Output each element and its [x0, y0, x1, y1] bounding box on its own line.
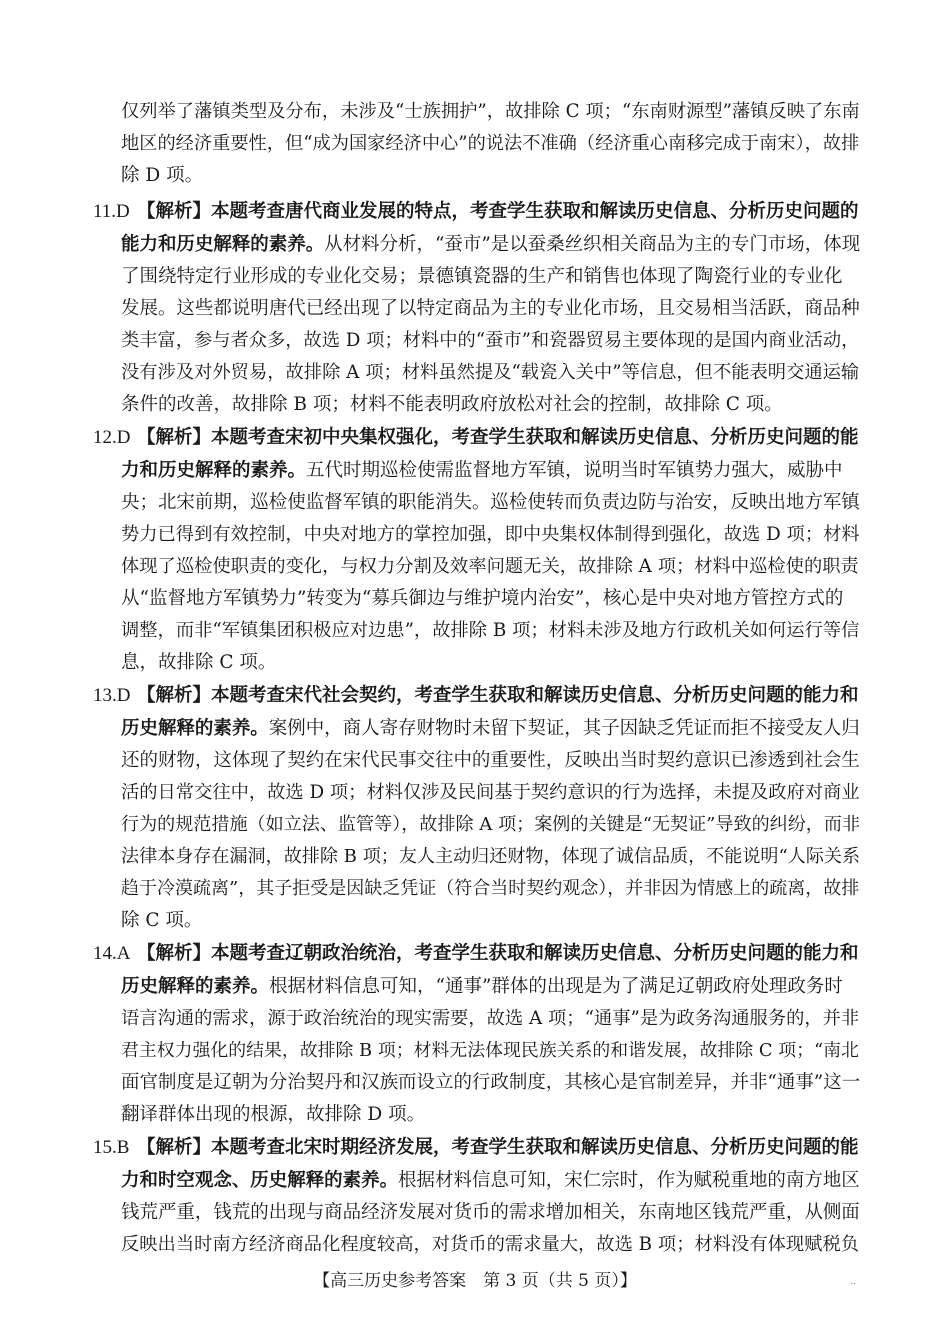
- answer-line: 条件的改善，故排除 B 项；材料不能表明政府放松对社会的控制，故排除 C 项。: [121, 394, 783, 415]
- analysis-summary: 本题考查北宋时期经济发展，考查学生获取和解读历史信息、分析历史问题的能: [211, 1137, 859, 1158]
- analysis-tag: 【解析】: [137, 943, 212, 964]
- analysis-tag: 【解析】: [137, 201, 212, 222]
- answer-line: 活的日常交往中，故选 D 项；材料仅涉及民间基于契约意识的行为选择，未提及政府对商业: [121, 782, 860, 803]
- answer-line: 力和历史解释的素养。五代时期巡检使需监督地方军镇，说明当时军镇势力强大，威胁中: [121, 460, 843, 481]
- answer-line: 语言沟通的需求，源于政治统治的现实需要，故选 A 项；“通事”是为政务沟通服务的，并非: [121, 1008, 860, 1029]
- answer-first-line: [93, 941, 859, 967]
- analysis-tag: 【解析】: [137, 1137, 212, 1158]
- intro-line: 地区的经济重要性，但“成为国家经济中心”的说法不准确（经济重心南移完成于南宋），故排: [121, 133, 860, 154]
- analysis-summary: 本题考查唐代商业发展的特点，考查学生获取和解读历史信息、分析历史问题的: [211, 201, 859, 222]
- answer-first-line: [93, 683, 859, 709]
- answer-line: 钱荒严重，钱荒的出现与商品经济发展对货币的需求增加相关，东南地区钱荒严重，从侧面: [121, 1202, 860, 1223]
- answer-number: 11.D: [93, 201, 130, 222]
- page-footer: 【高三历史参考答案 第 3 页（共 5 页）】: [313, 1271, 637, 1291]
- answer-number: 14.A: [93, 943, 131, 964]
- analysis-tag: 【解析】: [137, 685, 212, 706]
- answer-line: 体现了巡检使职责的变化，与权力分割及效率问题无关，故排除 A 项；材料中巡检使的职责: [121, 556, 859, 577]
- answer-line: 反映出当时南方经济商品化程度较高，对货币的需求量大，故选 B 项；材料没有体现赋税负: [121, 1234, 860, 1255]
- answer-line: 息，故排除 C 项。: [121, 652, 277, 673]
- answer-line: 力和时空观念、历史解释的素养。根据材料信息可知，宋仁宗时，作为赋税重地的南方地区: [121, 1170, 860, 1191]
- answer-number: 13.D: [93, 685, 131, 706]
- answer-line: 能力和历史解释的素养。从材料分析，“蚕市”是以蚕桑丝织相关商品为主的专门市场，体现: [121, 234, 861, 255]
- footer-dots: ..: [850, 1276, 857, 1287]
- answer-line: 没有涉及对外贸易，故排除 A 项；材料虽然提及“载瓷入关中”等信息，但不能表明交通运输: [121, 362, 860, 383]
- answer-line: 调整，而非“军镇集团积极应对边患”，故排除 B 项；材料未涉及地方行政机关如何运行等信: [121, 620, 860, 641]
- answer-number: 15.B: [93, 1137, 130, 1158]
- answer-line: 历史解释的素养。案例中，商人寄存财物时未留下契证，其子因缺乏凭证而拒不接受友人归: [121, 718, 860, 739]
- answer-line: 翻译群体出现的根源，故排除 D 项。: [121, 1104, 426, 1125]
- answer-line: 面官制度是辽朝为分治契丹和汉族而设立的行政制度，其核心是官制差异，并非“通事”这一: [121, 1072, 861, 1093]
- analysis-summary: 本题考查宋代社会契约，考查学生获取和解读历史信息、分析历史问题的能力和: [211, 685, 859, 706]
- answer-line: 势力已得到有效控制，中央对地方的掌控加强，即中央集权体制得到强化，故选 D 项；材料: [121, 524, 860, 545]
- analysis-tag: 【解析】: [137, 427, 212, 448]
- analysis-summary: 本题考查宋初中央集权强化，考查学生获取和解读历史信息、分析历史问题的能: [211, 427, 859, 448]
- intro-line: 除 D 项。: [121, 165, 204, 186]
- answer-line: 发展。这些都说明唐代已经出现了以特定商品为主的专业化市场，且交易相当活跃，商品种: [121, 298, 860, 319]
- answer-line: 法律本身存在漏洞，故排除 B 项；友人主动归还财物，体现了诚信品质，不能说明“人际关系: [121, 846, 861, 867]
- answer-line: 还的财物，这体现了契约在宋代民事交往中的重要性，反映出当时契约意识已渗透到社会生: [121, 750, 860, 771]
- answer-first-line: [93, 1135, 859, 1161]
- answer-line: 央；北宋前期，巡检使监督军镇的职能消失。巡检使转而负责边防与治安，反映出地方军镇: [121, 492, 860, 513]
- answer-line: 趋于冷漠疏离”，其子拒受是因缺乏凭证（符合当时契约观念），并非因为情感上的疏离，故排: [121, 878, 860, 899]
- answer-line: 行为的规范措施（如立法、监管等），故排除 A 项；案例的关键是“无契证”导致的纠纷，而非: [121, 814, 861, 835]
- answer-line: 除 C 项。: [121, 910, 203, 931]
- analysis-summary: 本题考查辽朝政治统治，考查学生获取和解读历史信息、分析历史问题的能力和: [211, 943, 859, 964]
- answer-line: 历史解释的素养。根据材料信息可知，“通事”群体的出现是为了满足辽朝政府处理政务时: [121, 976, 843, 997]
- answer-line: 从“监督地方军镇势力”转变为“募兵御边与维护境内治安”，核心是中央对地方管控方式的: [121, 588, 844, 609]
- answer-line: 君主权力强化的结果，故排除 B 项；材料无法体现民族关系的和谐发展，故排除 C 项；“南北: [121, 1040, 859, 1061]
- answer-first-line: [93, 199, 859, 225]
- answer-number: 12.D: [93, 427, 131, 448]
- answer-first-line: [93, 425, 859, 451]
- answer-line: 类丰富，参与者众多，故选 D 项；材料中的“蚕市”和瓷器贸易主要体现的是国内商业活动，: [121, 330, 860, 351]
- intro-line: 仅列举了藩镇类型及分布，未涉及“士族拥护”，故排除 C 项；“东南财源型”藩镇反映了东南: [121, 101, 860, 122]
- answer-line: 了围绕特定行业形成的专业化交易；景德镇瓷器的生产和销售也体现了陶瓷行业的专业化: [121, 266, 843, 287]
